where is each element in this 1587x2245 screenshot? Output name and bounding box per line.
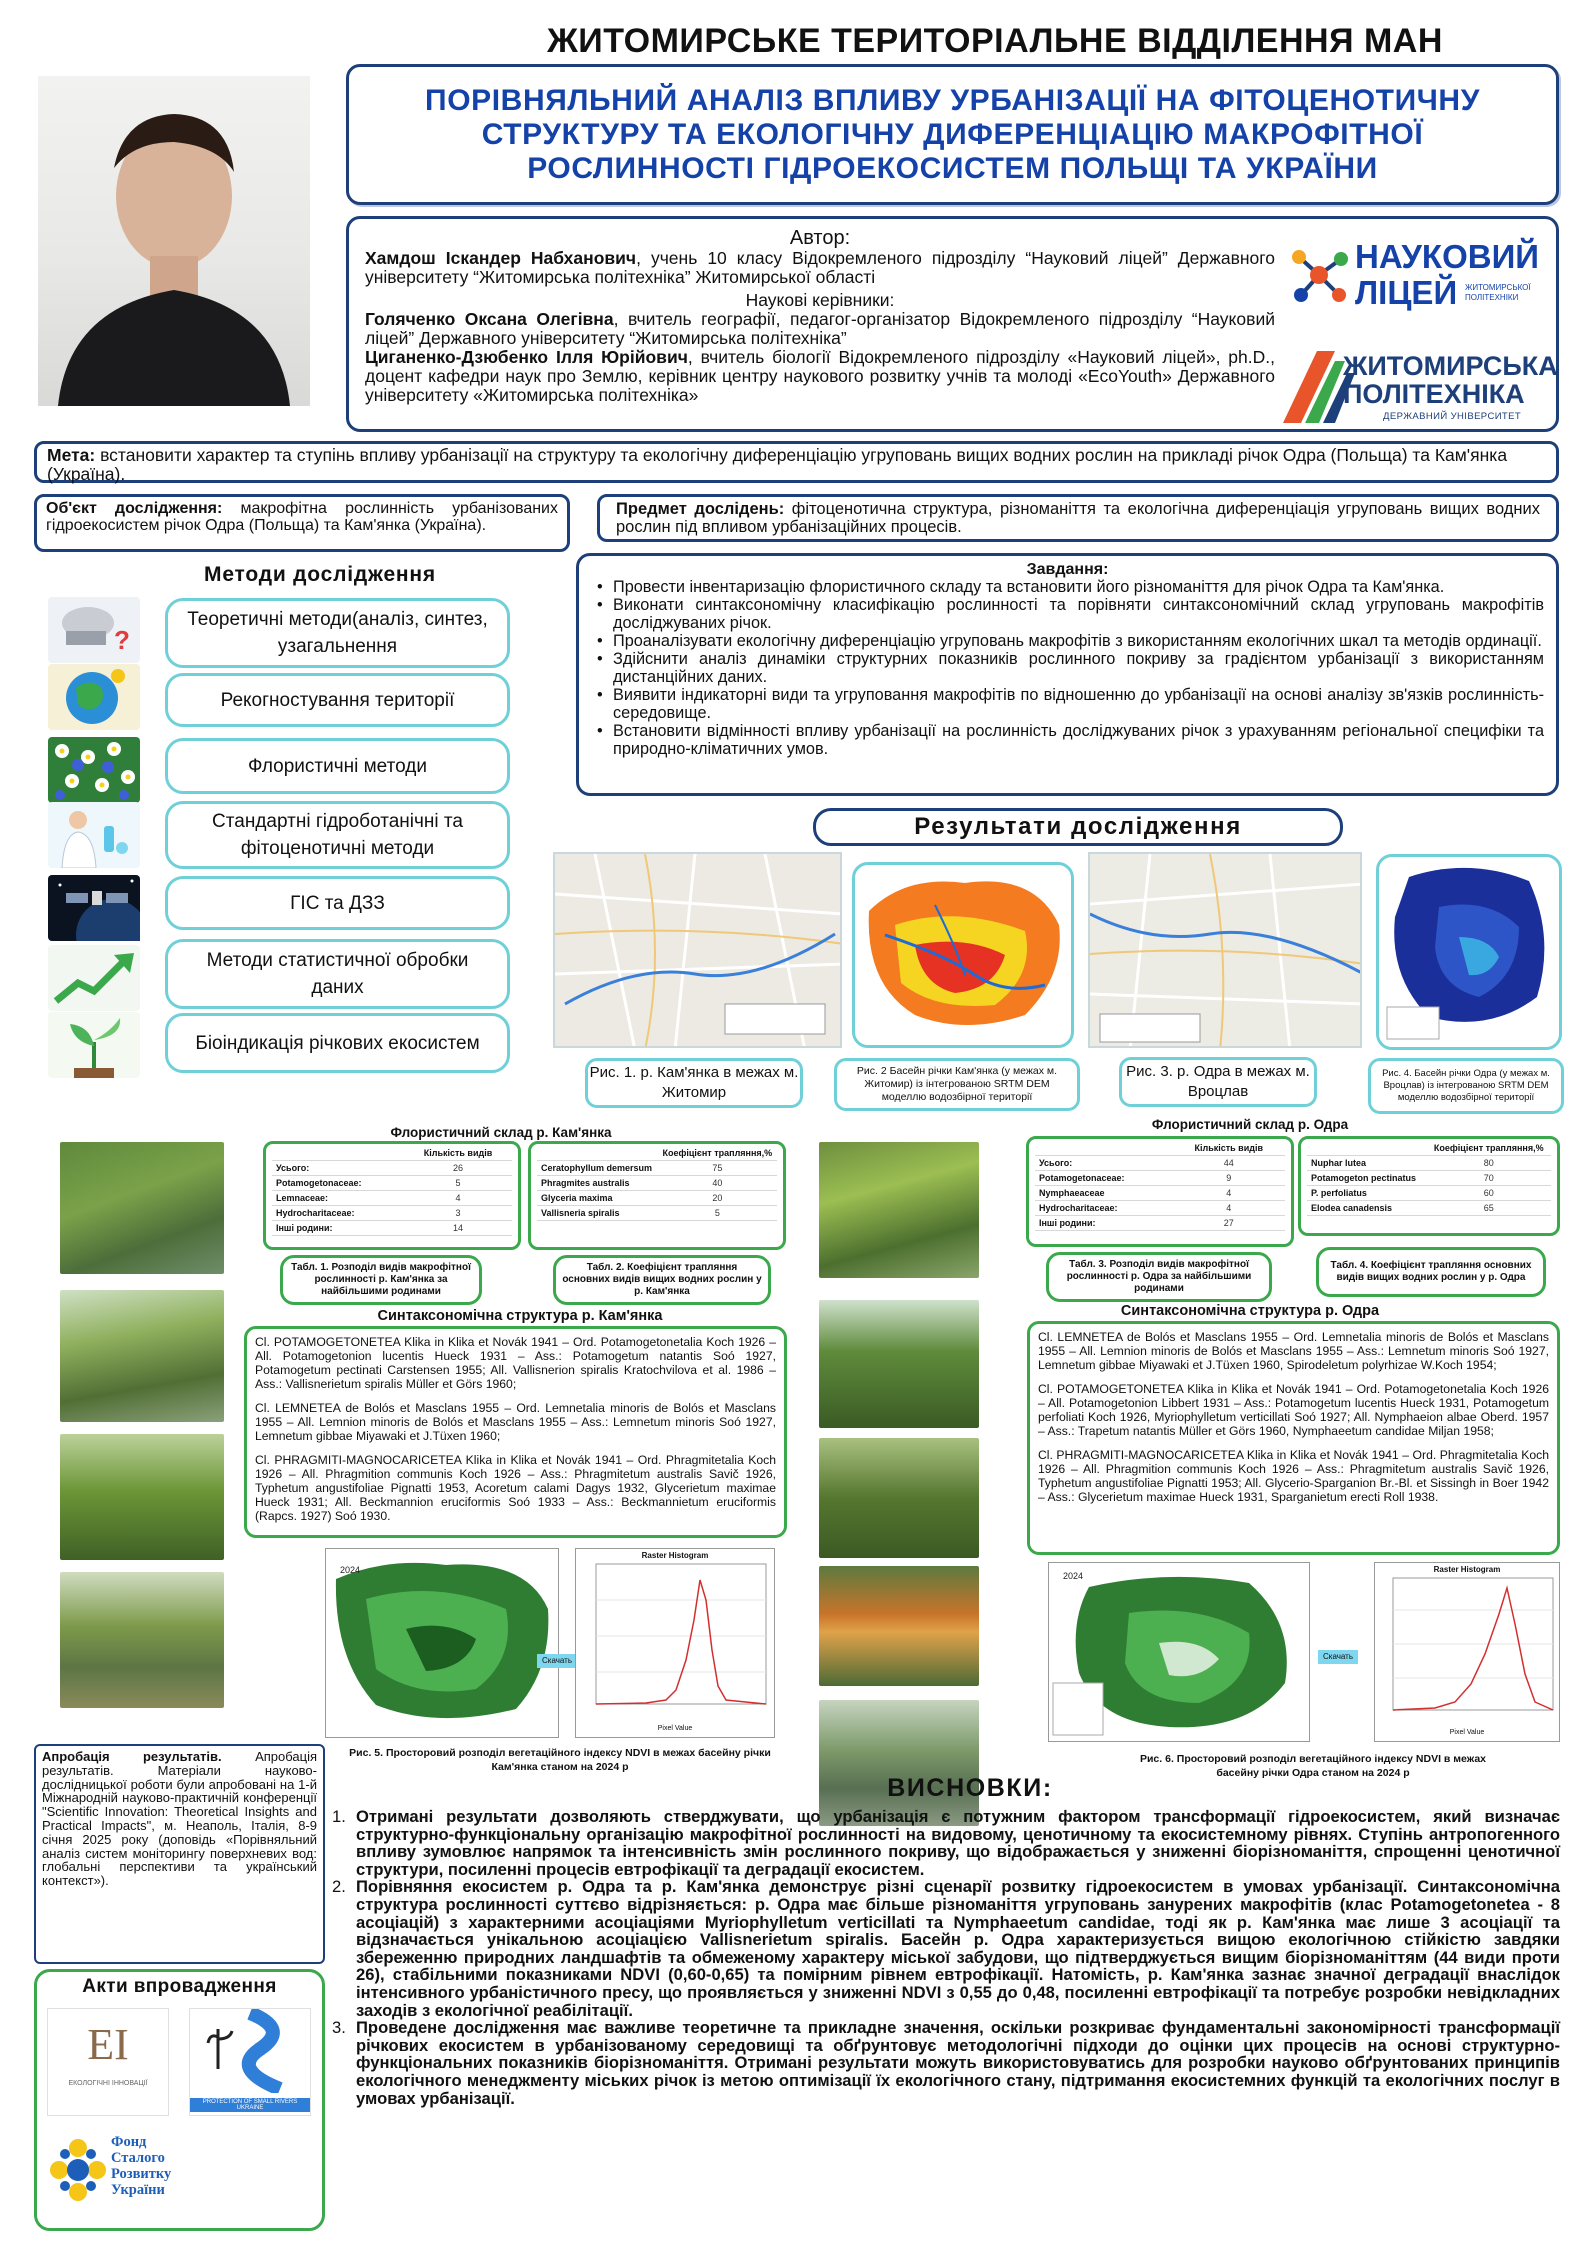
fund-line: Фонд (111, 2134, 147, 2150)
table-row (537, 1206, 777, 1221)
acts-box (34, 1969, 325, 2231)
table-row-label: Lemnaceae: (276, 1193, 329, 1203)
eco-innovation-logo (47, 2008, 169, 2116)
task-item: • Провести інвентаризацію флористичного складу та встановити його різноманіття для річок Одра та Кам'янка. (591, 578, 1544, 596)
table3 (1035, 1141, 1285, 1231)
table1-box (263, 1141, 521, 1250)
table-row-value: 27 (1173, 1216, 1286, 1231)
portrait-figure (38, 76, 310, 406)
table1-header: Кількість видів (404, 1146, 512, 1161)
table-row-label: Усього: (1039, 1158, 1073, 1168)
table3-box (1026, 1136, 1294, 1247)
fig4-caption: Рис. 4. Басейн річки Одра (у межах м. Вроцлав) із інтегрованою SRTM DEM моделлю водозбірної території (1382, 1068, 1550, 1103)
task-item: • Проаналізувати екологічну диференціацію угруповань макрофітів з використанням екологічних шкал та методів ординації. (591, 632, 1544, 650)
table-row (1307, 1156, 1551, 1171)
authors-box (346, 216, 1559, 432)
table-row-value: 5 (658, 1206, 777, 1221)
fund-line: України (111, 2182, 165, 2198)
table-row-label: Elodea canadensis (1311, 1203, 1393, 1213)
histogram-kamyanka-title: Raster Histogram (641, 1551, 709, 1560)
poster-title-line-3: РОСЛИННОСТІ ГІДРОЕКОСИСТЕМ ПОЛЬЩІ ТА УКРАЇНИ (527, 151, 1378, 185)
table-row-value: 40 (658, 1176, 777, 1191)
sprout-icon (48, 1012, 140, 1078)
table-row (537, 1176, 777, 1191)
table-row-label: Potamogeton pectinatus (1311, 1173, 1417, 1183)
table-row-value: 5 (404, 1176, 512, 1191)
table-row-label: Інші родини: (1039, 1218, 1096, 1228)
table-row-label: Nymphaeaceae (1039, 1188, 1105, 1198)
odra-photo-3 (819, 1438, 979, 1558)
object-label: Об'єкт дослідження: (46, 500, 223, 517)
table-row-value: 70 (1427, 1171, 1551, 1186)
table-row (1307, 1186, 1551, 1201)
table2-box (528, 1141, 786, 1250)
conclusions-list (332, 1808, 1560, 2107)
author-name: Хамдош Іскандер Набханович (365, 248, 637, 268)
object-body: макрофітна рослинність урбанізованих гідроекосистем річок Одра (Польща) та Кам'янка (Україна). (46, 500, 558, 534)
table3-caption-box (1046, 1252, 1272, 1302)
tasks-list (591, 578, 1544, 758)
ndvi-odra-map (1048, 1562, 1310, 1742)
histogram-odra-plot (1375, 1574, 1559, 1724)
supervisor-1-desc: , вчитель географії, педагог-організатор Відокремленого підрозділу “Науковий ліцей” Державного університету “Житомирська політехніка” (365, 309, 1275, 348)
table-row-label: Potamogetonaceae: (1039, 1173, 1125, 1183)
org-title: ЖИТОМИРСЬКЕ ТЕРИТОРІАЛЬНЕ ВІДДІЛЕННЯ МАН (547, 22, 1443, 60)
subject-box (597, 494, 1559, 542)
fund-line: Сталого (111, 2150, 165, 2166)
kamyanka-photo-4 (60, 1572, 224, 1708)
object-text (46, 500, 558, 534)
syntax-paragraph: Cl. POTAMOGETONETEA Klika in Klika et Novák 1941 – Ord. Potamogetonetalia Koch 1926 – All. Potamogetonion lucentis Hueck 1931 – Ass.: Potamogetum natantis Soó 1927, Potamogetum pectinati Carstensen 1955; All. Vallisnerion spiralis Kratochvilova et al. 1986 – Ass.: Vallisnerietum spiralis Müller et Görs 1960; (255, 1335, 776, 1391)
lyceum-logo (1289, 239, 1551, 315)
table-row (1307, 1171, 1551, 1186)
conclusions-heading: ВИСНОВКИ: (887, 1774, 1053, 1802)
method-gis: ГІС та ДЗЗ (165, 876, 510, 930)
table-row-value: 44 (1173, 1156, 1286, 1171)
table-row-value: 14 (404, 1221, 512, 1236)
small-rivers-caption: PROTECTION OF SMALL RIVERS UKRAINE (190, 2098, 310, 2112)
approbation-label: Апробація результатів. (42, 1749, 222, 1764)
legend-label: Скачать (1323, 1652, 1353, 1661)
portrait-photo (38, 76, 310, 406)
results-heading-box (813, 808, 1343, 846)
table4-header: Коефіцієнт трапляння,% (1427, 1141, 1551, 1156)
fig1-caption-box (585, 1058, 803, 1108)
fig4-caption-box (1368, 1058, 1564, 1114)
object-box (34, 494, 570, 552)
eco-innovation-mark: ЕI (87, 2020, 129, 2069)
polytechnic-logo (1283, 351, 1558, 427)
goal-body: встановити характер та ступінь впливу урбанізації на структуру та екологічну диференціацію угруповань вищих водних рослин на прикладі річок Одра (Польща) та Кам'янка (Україна). (47, 445, 1508, 484)
task-item: • Виконати синтаксономічну класифікацію рослинності та порівняти синтаксономічний склад угруповань макрофітів досліджуваних річок. (591, 596, 1544, 632)
table-row (537, 1191, 777, 1206)
odra-syntax-text (1038, 1330, 1549, 1504)
flowers-icon (48, 737, 140, 803)
ndvi-kamyanka-year: 2024 (340, 1565, 361, 1575)
methods-heading: Методи дослідження (204, 563, 436, 586)
heron-river-icon (190, 2009, 310, 2093)
task-item: • Встановити відмінності впливу урбанізації на рослинність досліджуваних річок з урахуванням регіональної специфіки та природно-кліматичних умов. (591, 722, 1544, 758)
kamyanka-photo-1 (60, 1142, 224, 1274)
conclusion-item (332, 1808, 1560, 1878)
ndvi-odra-year: 2024 (1063, 1571, 1084, 1581)
histogram-odra-title: Raster Histogram (1433, 1565, 1501, 1574)
polytechnic-logo-line1: ЖИТОМИРСЬКА (1343, 351, 1558, 381)
ornament-icon (47, 2136, 109, 2206)
ndvi-odra-legend-tag (1318, 1650, 1358, 1664)
acts-heading: Акти впровадження (82, 1976, 277, 1997)
table3-caption: Табл. 3. Розподіл видів макрофітної рослинності р. Одра за найбільшими родинами (1066, 1259, 1252, 1294)
results-heading: Результати дослідження (914, 813, 1242, 840)
method-theoretical: Теоретичні методи(аналіз, синтез, узагальнення (165, 598, 510, 668)
histogram-odra (1374, 1562, 1560, 1742)
table-row-value: 3 (404, 1206, 512, 1221)
polytechnic-logo-line2: ПОЛІТЕХНІКА (1343, 379, 1525, 409)
small-rivers-logo (189, 2008, 311, 2116)
ndvi-kamyanka-drawing (326, 1549, 558, 1737)
table-row-value: 65 (1427, 1201, 1551, 1216)
table-row-value: 4 (1173, 1201, 1286, 1216)
goal-label: Мета: (47, 445, 96, 465)
odra-flora-heading: Флористичний склад р. Одра (1151, 1117, 1349, 1132)
sustainable-fund-logo (47, 2132, 187, 2222)
syntax-paragraph: Cl. LEMNETEA de Bolós et Masclans 1955 – Ord. Lemnetalia minoris de Bolós et Masclans 1955 – All. Lemnion minoris de Bolós et Masclans 1955 – Ass.: Lemnetum minoris Soó 1927, Lemnetum gibbae Miyawaki et J.Tüxen 1960, Spirodeletum polyrhizae W.Koch 1954; (1038, 1330, 1549, 1372)
table2-caption: Табл. 2. Коефіцієнт трапляння основних видів вищих водних рослин у р. Кам'янка (562, 1262, 762, 1297)
table-row-label: P. perfoliatus (1311, 1188, 1367, 1198)
fig4-dem-map (1376, 854, 1562, 1050)
approbation-body: Апробація результатів. Матеріали науково-дослідницької роботи були апробовані на 1-й Міжнародній науково-практичній конференції "Scientific Innovation: Theoretical Insights and Practical Impacts", м. Неаполь, Італія, 8-9 січня 2025 року (доповідь «Порівняльний аналіз систем моніторингу поверхневих вод: глобальні перспективи та український контекст»). (42, 1749, 317, 1889)
method-floristic: Флористичні методи (165, 738, 510, 794)
subject-text (616, 500, 1540, 536)
conclusion-text: Отримані результати дозволяють стверджувати, що урбанізація є потужним фактором трансформації гідроекосистем, який визначає структурно-функціональну організацію макрофітної рослинності на видовому, ценотичному та екосистемному рівнях. Ступінь антропогенного впливу зумовлює напрямок та інтенсивність змін рослинного покриву, що відображається у зниженні біорізноманіття, спрощенні ценотичної структури, посиленні процесів евтрофікації та деградації екосистем. (356, 1807, 1560, 1879)
satellite-icon (48, 875, 140, 941)
supervisor-1 (365, 310, 1275, 348)
kamyanka-syntax-box (244, 1326, 787, 1538)
fig2-caption-box (834, 1058, 1080, 1111)
table-row (272, 1176, 512, 1191)
table-row (1307, 1201, 1551, 1216)
table-row (537, 1161, 777, 1176)
conclusion-number: 1. (332, 1807, 346, 1826)
histogram-kamyanka (575, 1548, 775, 1738)
poster-title-box (346, 64, 1559, 205)
conclusion-text: Порівняння екосистем р. Одра та р. Кам'янка демонструє різні сценарії розвитку гідроекосистем в умовах урбанізації. Синтаксономічна структура рослинності суттєво відрізняється: р. Одра має більше різноманіття угруповань занурених макрофітів (клас Potamogetonetea - 8 асоціацій) з характерними асоціаціями Myriophylletum verticillati та Nymphaeetum candidae, тоді як р. Кам'янка має лише 3 асоціації та відзначається унікальною асоціацією Vallisnerietum spiralis. Басейн р. Одра характеризується вищою екологічною стійкістю завдяки збереженню природних ландшафтів та обмеженому характеру міської забудови, що підтверджується вищим біорізноманіттям (44 види проти 26), стабільними показниками NDVI (0,60-0,65) та помірним рівнем евтрофікації. Натомість, р. Кам'янка зазнає значної деградації внаслідок інтенсивного урбаністичного пресу, що проявляється у зниженні NDVI з 0,55 до 0,48, посиленні евтрофікації та потребує розробки невідкладних заходів з екологічної реабілітації. (356, 1877, 1560, 2020)
supervisor-2-name: Циганенко-Дзюбенко Ілля Юрійович (365, 347, 688, 367)
subject-label: Предмет дослідень: (616, 500, 785, 518)
syntax-paragraph: Cl. POTAMOGETONETEA Klika in Klika et Novák 1941 – Ord. Potamogetonetalia Koch 1926 – All. Potamogetonion Libbert 1931 – Ass.: Potamogetum lucentis Hueck 1931, Potamogetum perfoliati Koch 1926, Myriophylletum verticillati Soó 1927; All. Nymphaeion albae Oberd. 1957 – Ass.: Trapetum natantis Müller et Görs 1960, Nymphaeetum candidae Miljan 1958; (1038, 1382, 1549, 1438)
table1-caption: Табл. 1. Розподіл видів макрофітної рослинності р. Кам'янка за найбільшими родинами (291, 1262, 471, 1297)
histogram-odra-xlabel: Pixel Value (1449, 1729, 1485, 1736)
ndvi-kamyanka-legend-tag (537, 1654, 577, 1668)
ndvi-kamyanka-map (325, 1548, 559, 1738)
conclusion-item (332, 1878, 1560, 2019)
fund-line: Розвитку (111, 2166, 172, 2182)
table-row-value: 20 (658, 1191, 777, 1206)
conclusion-number: 2. (332, 1877, 346, 1897)
method-bioindication: Біоіндикація річкових екосистем (165, 1013, 510, 1073)
kamyanka-flora-heading: Флористичний склад р. Кам'янка (390, 1125, 612, 1140)
kamyanka-syntax-heading: Синтаксономічна структура р. Кам'янка (377, 1308, 663, 1324)
author-heading: Автор: (789, 227, 851, 249)
conclusion-text: Проведене дослідження має важливе теоретичне та прикладне значення, оскільки розкриває фундаментальні закономірності трансформації річкових екосистем в урбанізованому середовищі та обґрунтовує методологічні підходи до оцінки цих процесів на основі структурно-функціональних показників біорізноманіття. Отримані результати можуть використовуватись для розробки науково обґрунтованих принципів екологічного менеджменту міських річок із метою оптимізації їх екологічного стану, підтримання екосистемних функцій та екологічних послуг в умовах урбанізації. (356, 2018, 1560, 2108)
table-row-value: 75 (658, 1161, 777, 1176)
kamyanka-photo-2 (60, 1290, 224, 1422)
table4-caption: Табл. 4. Коефіцієнт трапляння основних видів вищих водних рослин у р. Одра (1330, 1260, 1532, 1283)
conclusions-block (332, 1808, 1560, 2107)
fund-text (111, 2134, 171, 2198)
eco-innovation-caption: ЕКОЛОГІЧНІ ІННОВАЦІЇ (68, 2080, 148, 2087)
authors-text (365, 227, 1275, 405)
odra-syntax-box (1027, 1321, 1560, 1555)
table-row-label: Potamogetonaceae: (276, 1178, 362, 1188)
table1-caption-box (280, 1255, 482, 1305)
table-row-label: Glyceria maxima (541, 1193, 613, 1203)
table-row-value: 4 (1173, 1186, 1286, 1201)
table3-header: Кількість видів (1173, 1141, 1286, 1156)
fig3-map-drawing (1090, 854, 1362, 1048)
svg-text:?: ? (114, 625, 130, 655)
table-row (1035, 1216, 1285, 1231)
method-reconnaissance: Рекогностування території (165, 673, 510, 727)
supervisor-2-desc: , вчитель біології Відокремленого підрозділу «Науковий ліцей», ph.D., доцент кафедри наук про Землю, керівник центру наукового розвитку учнів та молоді «EcoYouth» Державного університету «Житомирська політехніка» (365, 347, 1275, 405)
method-hydrobotanical: Стандартні гідроботанічні та фітоценотичні методи (165, 801, 510, 869)
table4 (1307, 1141, 1551, 1216)
table-row (1035, 1171, 1285, 1186)
legend-label: Скачать (542, 1656, 572, 1665)
fig1-map (553, 852, 842, 1048)
goal-text (47, 445, 1507, 484)
fig6-caption: Рис. 6. Просторовий розподіл вегетаційного індексу NDVI в межах басейну річки Одра станом на 2024 р (1139, 1753, 1487, 1779)
table-row-value: 4 (404, 1191, 512, 1206)
syntax-paragraph: Cl. PHRAGMITI-MAGNOCARICETEA Klika in Klika et Novák 1941 – Ord. Phragmitetalia Koch 1926 – All. Phragmition communis Koch 1926 – Ass.: Phragmitetum australis Savič 1926, Typhetum angustifoliae Pignatti 1953; All. Glycerio-Sparganion Br.-Bl. et Sissingh in Boer 1942 – Ass.: Glycerietum maximae Hueck 1931, Sparganietum erecti Roll 1938. (1038, 1448, 1549, 1504)
conclusion-number: 3. (332, 2018, 346, 2038)
poster-title-line-2: СТРУКТУРУ ТА ЕКОЛОГІЧНУ ДИФЕРЕНЦІАЦІЮ МАКРОФІТНОЇ (481, 117, 1424, 151)
fig3-map (1088, 852, 1362, 1048)
table-row-label: Hydrocharitaceae: (1039, 1203, 1118, 1213)
table-row-value: 9 (1173, 1171, 1286, 1186)
tasks-box (576, 553, 1559, 796)
fig1-caption: Рис. 1. р. Кам'янка в межах м. Житомир (589, 1064, 799, 1101)
fig2-dem-drawing (855, 865, 1071, 1045)
approbation-box (34, 1744, 325, 1964)
poster-title-line-1: ПОРІВНЯЛЬНИЙ АНАЛІЗ ВПЛИВУ УРБАНІЗАЦІЇ НА ФІТОЦЕНОТИЧНУ (425, 83, 1480, 117)
task-item: • Здійснити аналіз динаміки структурних показників рослинного покриву за градієнтом урбанізації з використанням дистанційних даних. (591, 650, 1544, 686)
polytechnic-logo-sub: ДЕРЖАВНИЙ УНІВЕРСИТЕТ (1383, 411, 1522, 422)
table-row-label: Vallisneria spiralis (541, 1208, 620, 1218)
table-row (272, 1161, 512, 1176)
table-row (272, 1191, 512, 1206)
method-statistics: Методи статистичної обробки даних (165, 939, 510, 1009)
scientist-icon (48, 802, 140, 868)
table2-header: Коефіцієнт трапляння,% (658, 1146, 777, 1161)
fig2-dem-map (852, 862, 1074, 1048)
supervisor-2 (365, 348, 1275, 405)
table-row-label: Усього: (276, 1163, 310, 1173)
odra-syntax-heading: Синтаксономічна структура р. Одра (1120, 1303, 1380, 1319)
conclusion-item (332, 2019, 1560, 2107)
syntax-paragraph: Cl. PHRAGMITI-MAGNOCARICETEA Klika in Klika et Novák 1941 – Ord. Phragmitetalia Koch 1926 – All. Phragmition communis Koch 1926 – Ass.: Phragmitetum australis Savič 1926, Typhetum angustifoliae Pignatti 1953, Acoretum calami Dagys 1932, Glycerietum maximae Hueck 1931; All. Beckmannion eruciformis Soó 1933 – Ass.: Beckmannietum eruciformis (Rapcs. 1927) Soó 1930. (255, 1453, 776, 1523)
fig1-map-drawing (555, 854, 842, 1048)
fig3-caption: Рис. 3. р. Одра в межах м. Вроцлав (1126, 1063, 1310, 1100)
table-row-value: 60 (1427, 1186, 1551, 1201)
fig5-caption: Рис. 5. Просторовий розподіл вегетаційного індексу NDVI в межах басейну річки Кам'янка станом на 2024 р (349, 1747, 771, 1773)
kamyanka-photo-3 (60, 1434, 224, 1560)
kamyanka-syntax-text (255, 1335, 776, 1523)
odra-photo-1 (819, 1142, 979, 1278)
subject-body: фітоценотична структура, різноманіття та екологічна диференціація угруповань вищих водних рослин під впливом урбанізаційних процесів. (616, 500, 1540, 536)
table4-box (1298, 1136, 1560, 1236)
table-row-label: Ceratophyllum demersum (541, 1163, 653, 1173)
growth-chart-icon (48, 945, 140, 1011)
lyceum-logo-sub2: ПОЛІТЕХНІКИ (1465, 293, 1519, 302)
table4-caption-box (1316, 1247, 1546, 1297)
table-row-value: 26 (404, 1161, 512, 1176)
supervisors-heading: Наукові керівники: (745, 290, 895, 310)
table2 (537, 1146, 777, 1221)
theory-icon (48, 597, 140, 663)
histogram-kamyanka-plot (576, 1560, 774, 1720)
histogram-kamyanka-xlabel: Pixel Value (657, 1725, 693, 1732)
molecule-icon (1289, 245, 1349, 305)
table1 (272, 1146, 512, 1236)
syntax-paragraph: Cl. LEMNETEA de Bolós et Masclans 1955 – Ord. Lemnetalia minoris de Bolós et Masclans 1955 – All. Lemnion minoris de Bolós et Masclans 1955 – Ass.: Lemnetum minoris Soó 1927, Lemnetum gibbae Miyawaki et J.Tüxen 1960; (255, 1401, 776, 1443)
fig4-dem-drawing (1379, 857, 1559, 1047)
task-item: • Виявити індикаторні види та угруповання макрофітів по відношенню до урбанізації на основі аналізу зв'язків рослинність-середовище. (591, 686, 1544, 722)
odra-photo-4 (819, 1566, 979, 1686)
author-desc: , учень 10 класу Відокремленого підрозділу “Науковий ліцей” Державного університету “Житомирська політехніка” Житомирської області (365, 248, 1275, 287)
fig2-caption: Рис. 2 Басейн річки Кам'янка (у межах м. Житомир) із інтегрованою SRTM DEM моделлю водозбірної території (856, 1065, 1058, 1103)
tasks-heading: Завдання: (1026, 561, 1109, 578)
table-row (272, 1206, 512, 1221)
table-row-value: 80 (1427, 1156, 1551, 1171)
table-row (272, 1221, 512, 1236)
lyceum-logo-line2: ЛІЦЕЙ (1355, 274, 1458, 311)
table-row (1035, 1156, 1285, 1171)
table-row-label: Nuphar lutea (1311, 1158, 1367, 1168)
table-row (1035, 1201, 1285, 1216)
supervisor-1-name: Голяченко Оксана Олегівна (365, 309, 614, 329)
lyceum-logo-sub1: ЖИТОМИРСЬКОЇ (1465, 283, 1531, 292)
goal-box (34, 441, 1559, 483)
odra-photo-2 (819, 1300, 979, 1428)
table-row-label: Інші родини: (276, 1223, 333, 1233)
table2-caption-box (553, 1255, 771, 1305)
lyceum-logo-line1: НАУКОВИЙ (1355, 238, 1540, 275)
fig3-caption-box (1119, 1057, 1317, 1107)
approbation-text (42, 1750, 317, 1888)
table-row-label: Hydrocharitaceae: (276, 1208, 355, 1218)
ndvi-odra-drawing (1049, 1563, 1309, 1741)
author-line (365, 249, 1275, 287)
table-row (1035, 1186, 1285, 1201)
table-row-label: Phragmites australis (541, 1178, 630, 1188)
globe-icon (48, 664, 140, 730)
